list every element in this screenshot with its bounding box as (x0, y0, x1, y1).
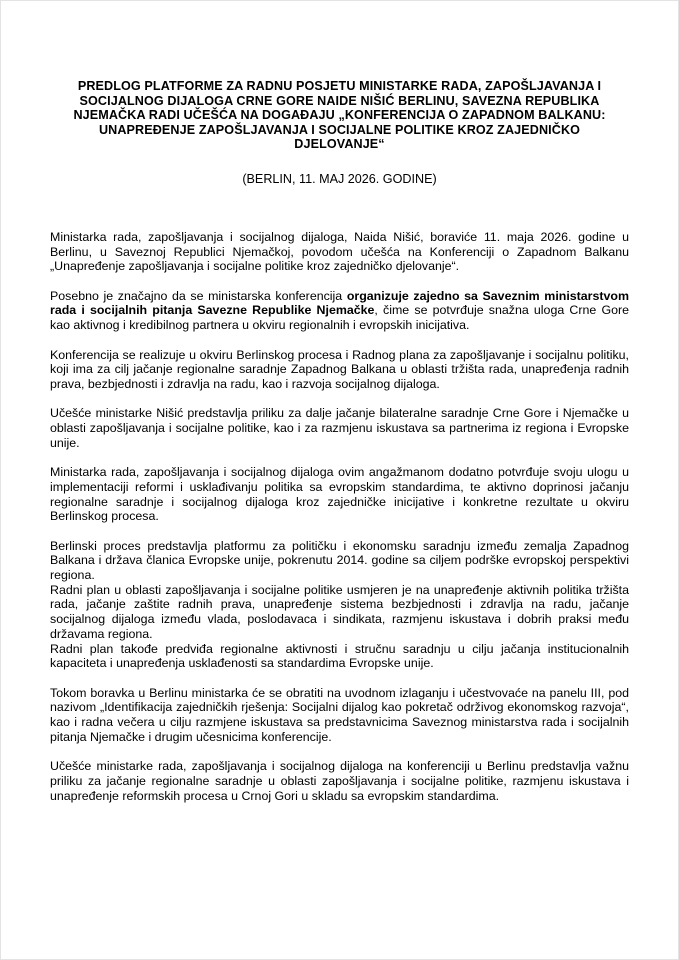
paragraph: Konferencija se realizuje u okviru Berlinskog procesa i Radnog plana za zapošljavanje i socijalnu politiku, koji ima za cilj jačanje regionalne saradnje Zapadnog Balkana u oblasti tržišta rada, unapređenja radnih prava, bezbjednosti i zdravlja na radu, kao i razvoja socijalnog dijaloga. (50, 347, 629, 391)
paragraph: Učešće ministarke rada, zapošljavanja i socijalnog dijaloga na konferenciji u Berlinu predstavlja važnu priliku za jačanje regionalne saradnje u oblasti zapošljavanja i socijalne politike, razmjenu iskustava i unapređenje reformskih procesa u Crnoj Gori u skladu sa evropskim standardima. (50, 759, 629, 803)
paragraph-text: Posebno je značajno da se ministarska konferencija (50, 288, 347, 303)
paragraph: Učešće ministarke Nišić predstavlja priliku za dalje jačanje bilateralne saradnje Crne Gore i Njemačke u oblasti zapošljavanja i socijalne politike, kao i za razmjenu iskustava sa partnerima iz regiona i Evropske unije. (50, 406, 629, 450)
paragraph-group (50, 539, 629, 671)
paragraph-bold-text: organizuje zajedno sa Saveznim ministarstvom rada i socijalnih pitanja Savezne Republike Njemačke (50, 288, 630, 318)
document-body (50, 230, 629, 803)
paragraph: Tokom boravka u Berlinu ministarka će se obratiti na uvodnom izlaganju i učestvovaće na panelu III, pod nazivom „Identifikacija zajedničkih rješenja: Socijalni dijalog kao pokretač održivog ekonomskog razvoja“, kao i radna večera u cilju razmjene iskustava sa predstavnicima Saveznog ministarstva rada i socijalnih pitanja Njemačke i drugim učesnicima konferencije. (50, 685, 629, 744)
paragraph (50, 289, 629, 333)
document-subtitle: (BERLIN, 11. MAJ 2026. GODINE) (242, 171, 437, 186)
paragraph-text: , čime se potvrđuje snažna uloga Crne Gore kao aktivnog i kredibilnog partnera u okviru regionalnih i evropskih inicijativa. (50, 303, 629, 333)
paragraph: Ministarka rada, zapošljavanja i socijalnog dijaloga ovim angažmanom dodatno potvrđuje svoju ulogu u implementaciji reformi i usklađivanju politika sa evropskim standardima, te aktivno doprinosi jačanju regionalne saradnje i socijalnog dijaloga kroz zajedničke inicijative i konkretne rezultate u okviru Berlinskog procesa. (50, 465, 629, 524)
paragraph: Radni plan takođe predviđa regionalne aktivnosti i stručnu saradnju u cilju jačanja institucionalnih kapaciteta i unapređenja usklađenosti sa standardima Evropske unije. (50, 641, 629, 671)
document-title: PREDLOG PLATFORME ZA RADNU POSJETU MINISTARKE RADA, ZAPOŠLJAVANJA I SOCIJALNOG DIJALOGA CRNE GORE NAIDE NIŠIĆ BERLINU, SAVEZNA REPUBLIKA NJEMAČKA RADI UČEŠĆA NA DOGAĐAJU „KONFERENCIJA O ZAPADNOM BALKANU: UNAPREĐENJE ZAPOŠLJAVANJA I SOCIJALNE POLITIKE KROZ ZAJEDNIČKO DJELOVANJE“ (73, 79, 606, 152)
paragraph: Ministarka rada, zapošljavanja i socijalnog dijaloga, Naida Nišić, boraviće 11. maja 2026. godine u Berlinu, u Saveznoj Republici Njemačkoj, povodom učešća na Konferenciji o Zapadnom Balkanu „Unapređenje zapošljavanja i socijalne politike kroz zajedničko djelovanje“. (50, 229, 629, 274)
paragraph: Berlinski proces predstavlja platformu za političku i ekonomsku saradnju između zemalja Zapadnog Balkana i država članica Evropske unije, pokrenutu 2014. godine sa ciljem podrške evropskoj perspektivi regiona. (50, 538, 629, 583)
paragraph: Radni plan u oblasti zapošljavanja i socijalne politike usmjeren je na unapređenje aktivnih politika tržišta rada, jačanje zaštite radnih prava, unapređenje sistema bezbjednosti i zdravlja na radu, jačanje socijalnog dijaloga između vlada, poslodavaca i sindikata, razmjenu iskustava i dobrih praksi među državama regiona. (50, 582, 629, 641)
